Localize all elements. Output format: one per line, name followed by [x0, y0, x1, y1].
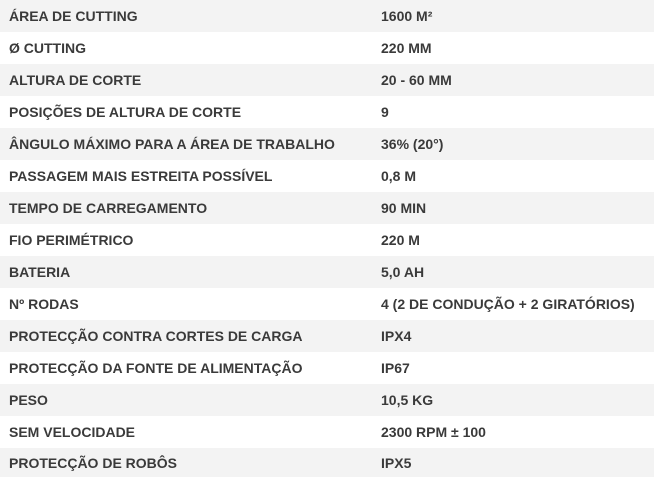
spec-label: Nº RODAS — [9, 296, 79, 312]
spec-label: SEM VELOCIDADE — [9, 424, 136, 440]
spec-row-load-protection — [0, 320, 654, 352]
spec-value: 220 M — [381, 232, 420, 248]
spec-label: PROTECÇÃO DA FONTE DE ALIMENTAÇÃO — [9, 360, 303, 376]
spec-row-perimeter-wire — [0, 224, 654, 256]
spec-label: PESO — [9, 392, 48, 408]
spec-label: Ø CUTTING — [9, 40, 86, 56]
spec-row-charging-time — [0, 192, 654, 224]
spec-label: PROTECÇÃO DE ROBÔS — [9, 454, 178, 471]
spec-value: 9 — [381, 104, 389, 120]
spec-value: IPX5 — [381, 454, 412, 471]
spec-label: ÁREA DE CUTTING — [9, 8, 138, 24]
spec-label: BATERIA — [9, 264, 71, 280]
spec-row-power-supply-protection — [0, 352, 654, 384]
spec-row-weight — [0, 384, 654, 416]
spec-label: TEMPO DE CARREGAMENTO — [9, 200, 208, 216]
spec-value: IPX4 — [381, 328, 412, 344]
spec-row-battery — [0, 256, 654, 288]
spec-label: ALTURA DE CORTE — [9, 72, 142, 88]
spec-row-robot-protection — [0, 448, 654, 477]
spec-row-cutting-area — [0, 0, 654, 32]
spec-value: 20 - 60 MM — [381, 72, 452, 88]
spec-row-cutting-diameter — [0, 32, 654, 64]
spec-value: 0,8 M — [381, 168, 417, 184]
spec-value: IP67 — [381, 360, 410, 376]
spec-row-narrowest-passage — [0, 160, 654, 192]
spec-value: 90 MIN — [381, 200, 427, 216]
spec-row-wheels — [0, 288, 654, 320]
spec-row-speed — [0, 416, 654, 448]
spec-value: 1600 M² — [381, 8, 433, 24]
spec-value: 10,5 KG — [381, 392, 434, 408]
spec-value: 2300 RPM ± 100 — [381, 424, 486, 440]
spec-value: 5,0 AH — [381, 264, 425, 280]
spec-row-max-slope — [0, 128, 654, 160]
spec-label: ÂNGULO MÁXIMO PARA A ÁREA DE TRABALHO — [9, 136, 335, 152]
spec-label: FIO PERIMÉTRICO — [9, 232, 134, 248]
spec-value: 36% (20°) — [381, 136, 444, 152]
spec-label: PASSAGEM MAIS ESTREITA POSSÍVEL — [9, 168, 273, 184]
spec-row-height-positions — [0, 96, 654, 128]
spec-value: 220 MM — [381, 40, 432, 56]
spec-value: 4 (2 DE CONDUÇÃO + 2 GIRATÓRIOS) — [381, 296, 635, 312]
spec-label: PROTECÇÃO CONTRA CORTES DE CARGA — [9, 328, 303, 344]
spec-row-cutting-height — [0, 64, 654, 96]
spec-label: POSIÇÕES DE ALTURA DE CORTE — [9, 104, 242, 120]
